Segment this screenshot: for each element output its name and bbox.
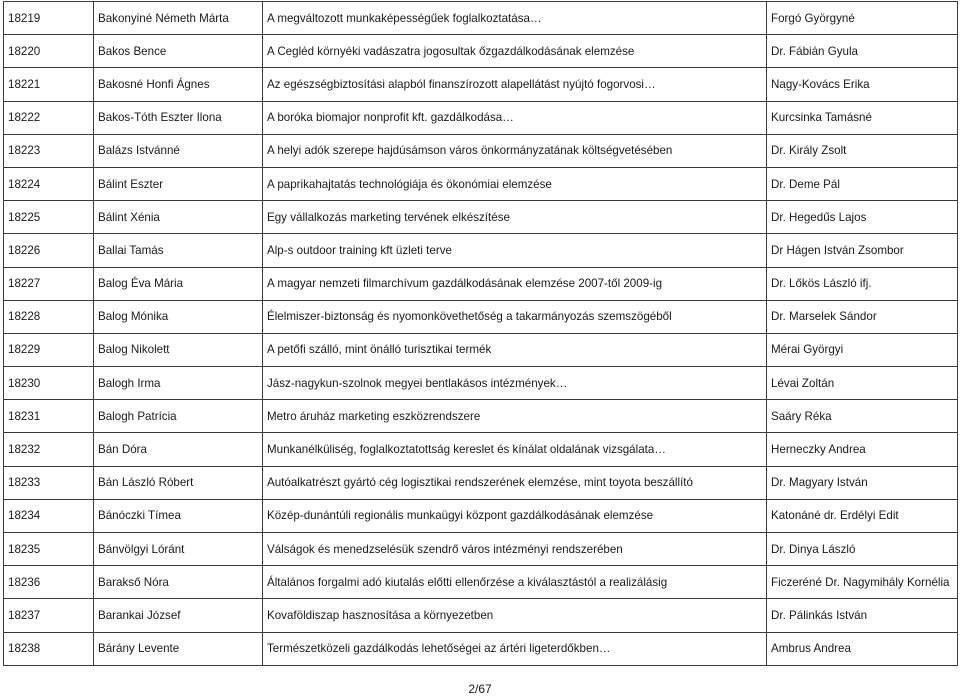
student-name: Balog Éva Mária <box>94 267 263 300</box>
table-row <box>4 68 958 101</box>
table-row <box>4 400 958 433</box>
student-name: Balog Nikolett <box>94 333 263 366</box>
table-row <box>4 499 958 532</box>
advisor-name: Dr. Lőkös László ifj. <box>767 267 958 300</box>
advisor-name: Dr. Hegedűs Lajos <box>767 201 958 234</box>
advisor-name: Dr Hágen István Zsombor <box>767 234 958 267</box>
row-id: 18219 <box>4 2 94 35</box>
table-row <box>4 167 958 200</box>
thesis-title: Általános forgalmi adó kiutalás előtti ellenőrzése a kiválasztástól a realizálásig <box>263 566 767 599</box>
row-id: 18221 <box>4 68 94 101</box>
row-id: 18236 <box>4 566 94 599</box>
thesis-title: A megváltozott munkaképességűek foglalkoztatása… <box>263 2 767 35</box>
thesis-title: Élelmiszer-biztonság és nyomonkövethetőség a takarmányozás szemszögéből <box>263 300 767 333</box>
advisor-name: Mérai Györgyi <box>767 333 958 366</box>
advisor-name: Katonáné dr. Erdélyi Edit <box>767 499 958 532</box>
advisor-name: Ficzeréné Dr. Nagymihály Kornélia <box>767 566 958 599</box>
row-id: 18226 <box>4 234 94 267</box>
row-id: 18224 <box>4 167 94 200</box>
thesis-title: Kovaföldiszap hasznosítása a környezetben <box>263 599 767 632</box>
student-name: Bakonyiné Németh Márta <box>94 2 263 35</box>
student-name: Barankai József <box>94 599 263 632</box>
advisor-name: Dr. Dinya László <box>767 533 958 566</box>
advisor-name: Forgó Györgyné <box>767 2 958 35</box>
row-id: 18235 <box>4 533 94 566</box>
thesis-title: Válságok és menedzselésük szendrő város intézményi rendszerében <box>263 533 767 566</box>
row-id: 18232 <box>4 433 94 466</box>
theses-table-body <box>4 2 958 666</box>
row-id: 18231 <box>4 400 94 433</box>
thesis-title: Autóalkatrészt gyártó cég logisztikai rendszerének elemzése, mint toyota beszállító <box>263 466 767 499</box>
student-name: Barakső Nóra <box>94 566 263 599</box>
table-row <box>4 367 958 400</box>
student-name: Bálint Xénia <box>94 201 263 234</box>
student-name: Bakosné Honfi Ágnes <box>94 68 263 101</box>
table-row <box>4 267 958 300</box>
table-row <box>4 333 958 366</box>
advisor-name: Ambrus Andrea <box>767 632 958 665</box>
thesis-title: A boróka biomajor nonprofit kft. gazdálkodása… <box>263 101 767 134</box>
table-row <box>4 101 958 134</box>
student-name: Bán László Róbert <box>94 466 263 499</box>
advisor-name: Dr. Deme Pál <box>767 167 958 200</box>
student-name: Ballai Tamás <box>94 234 263 267</box>
table-row <box>4 433 958 466</box>
advisor-name: Dr. Marselek Sándor <box>767 300 958 333</box>
row-id: 18234 <box>4 499 94 532</box>
row-id: 18238 <box>4 632 94 665</box>
student-name: Bálint Eszter <box>94 167 263 200</box>
theses-table <box>3 1 958 666</box>
thesis-title: A paprikahajtatás technológiája és ökonómiai elemzése <box>263 167 767 200</box>
row-id: 18225 <box>4 201 94 234</box>
table-row <box>4 134 958 167</box>
row-id: 18223 <box>4 134 94 167</box>
student-name: Balogh Patrícia <box>94 400 263 433</box>
thesis-title: Egy vállalkozás marketing tervének elkészítése <box>263 201 767 234</box>
student-name: Bánóczki Tímea <box>94 499 263 532</box>
row-id: 18220 <box>4 35 94 68</box>
thesis-title: Közép-dunántúli regionális munkaügyi központ gazdálkodásának elemzése <box>263 499 767 532</box>
advisor-name: Kurcsinka Tamásné <box>767 101 958 134</box>
row-id: 18229 <box>4 333 94 366</box>
thesis-title: Munkanélküliség, foglalkoztatottság kereslet és kínálat oldalának vizsgálata… <box>263 433 767 466</box>
advisor-name: Dr. Fábián Gyula <box>767 35 958 68</box>
student-name: Bánvölgyi Lóránt <box>94 533 263 566</box>
table-row <box>4 201 958 234</box>
advisor-name: Lévai Zoltán <box>767 367 958 400</box>
student-name: Balázs Istvánné <box>94 134 263 167</box>
student-name: Balogh Irma <box>94 367 263 400</box>
thesis-title: Az egészségbiztosítási alapból finanszírozott alapellátást nyújtó fogorvosi… <box>263 68 767 101</box>
row-id: 18237 <box>4 599 94 632</box>
thesis-title: Természetközeli gazdálkodás lehetőségei az ártéri ligeterdőkben… <box>263 632 767 665</box>
thesis-title: Alp-s outdoor training kft üzleti terve <box>263 234 767 267</box>
table-row <box>4 533 958 566</box>
advisor-name: Nagy-Kovács Erika <box>767 68 958 101</box>
row-id: 18222 <box>4 101 94 134</box>
thesis-title: A helyi adók szerepe hajdúsámson város önkormányzatának költségvetésében <box>263 134 767 167</box>
table-row <box>4 2 958 35</box>
table-row <box>4 300 958 333</box>
table-row <box>4 599 958 632</box>
thesis-title: A petőfi szálló, mint önálló turisztikai termék <box>263 333 767 366</box>
thesis-title: A magyar nemzeti filmarchívum gazdálkodásának elemzése 2007-től 2009-ig <box>263 267 767 300</box>
page-number: 2/67 <box>468 682 492 696</box>
student-name: Bán Dóra <box>94 433 263 466</box>
row-id: 18227 <box>4 267 94 300</box>
student-name: Bakos-Tóth Eszter Ilona <box>94 101 263 134</box>
thesis-title: Metro áruház marketing eszközrendszere <box>263 400 767 433</box>
advisor-name: Dr. Király Zsolt <box>767 134 958 167</box>
student-name: Bakos Bence <box>94 35 263 68</box>
table-row <box>4 632 958 665</box>
row-id: 18228 <box>4 300 94 333</box>
row-id: 18230 <box>4 367 94 400</box>
advisor-name: Dr. Pálinkás István <box>767 599 958 632</box>
table-row <box>4 35 958 68</box>
advisor-name: Dr. Magyary István <box>767 466 958 499</box>
row-id: 18233 <box>4 466 94 499</box>
table-row <box>4 466 958 499</box>
advisor-name: Herneczky Andrea <box>767 433 958 466</box>
thesis-title: Jász-nagykun-szolnok megyei bentlakásos intézmények… <box>263 367 767 400</box>
table-row <box>4 234 958 267</box>
advisor-name: Saáry Réka <box>767 400 958 433</box>
student-name: Bárány Levente <box>94 632 263 665</box>
thesis-title: A Cegléd környéki vadászatra jogosultak őzgazdálkodásának elemzése <box>263 35 767 68</box>
student-name: Balog Mónika <box>94 300 263 333</box>
table-row <box>4 566 958 599</box>
